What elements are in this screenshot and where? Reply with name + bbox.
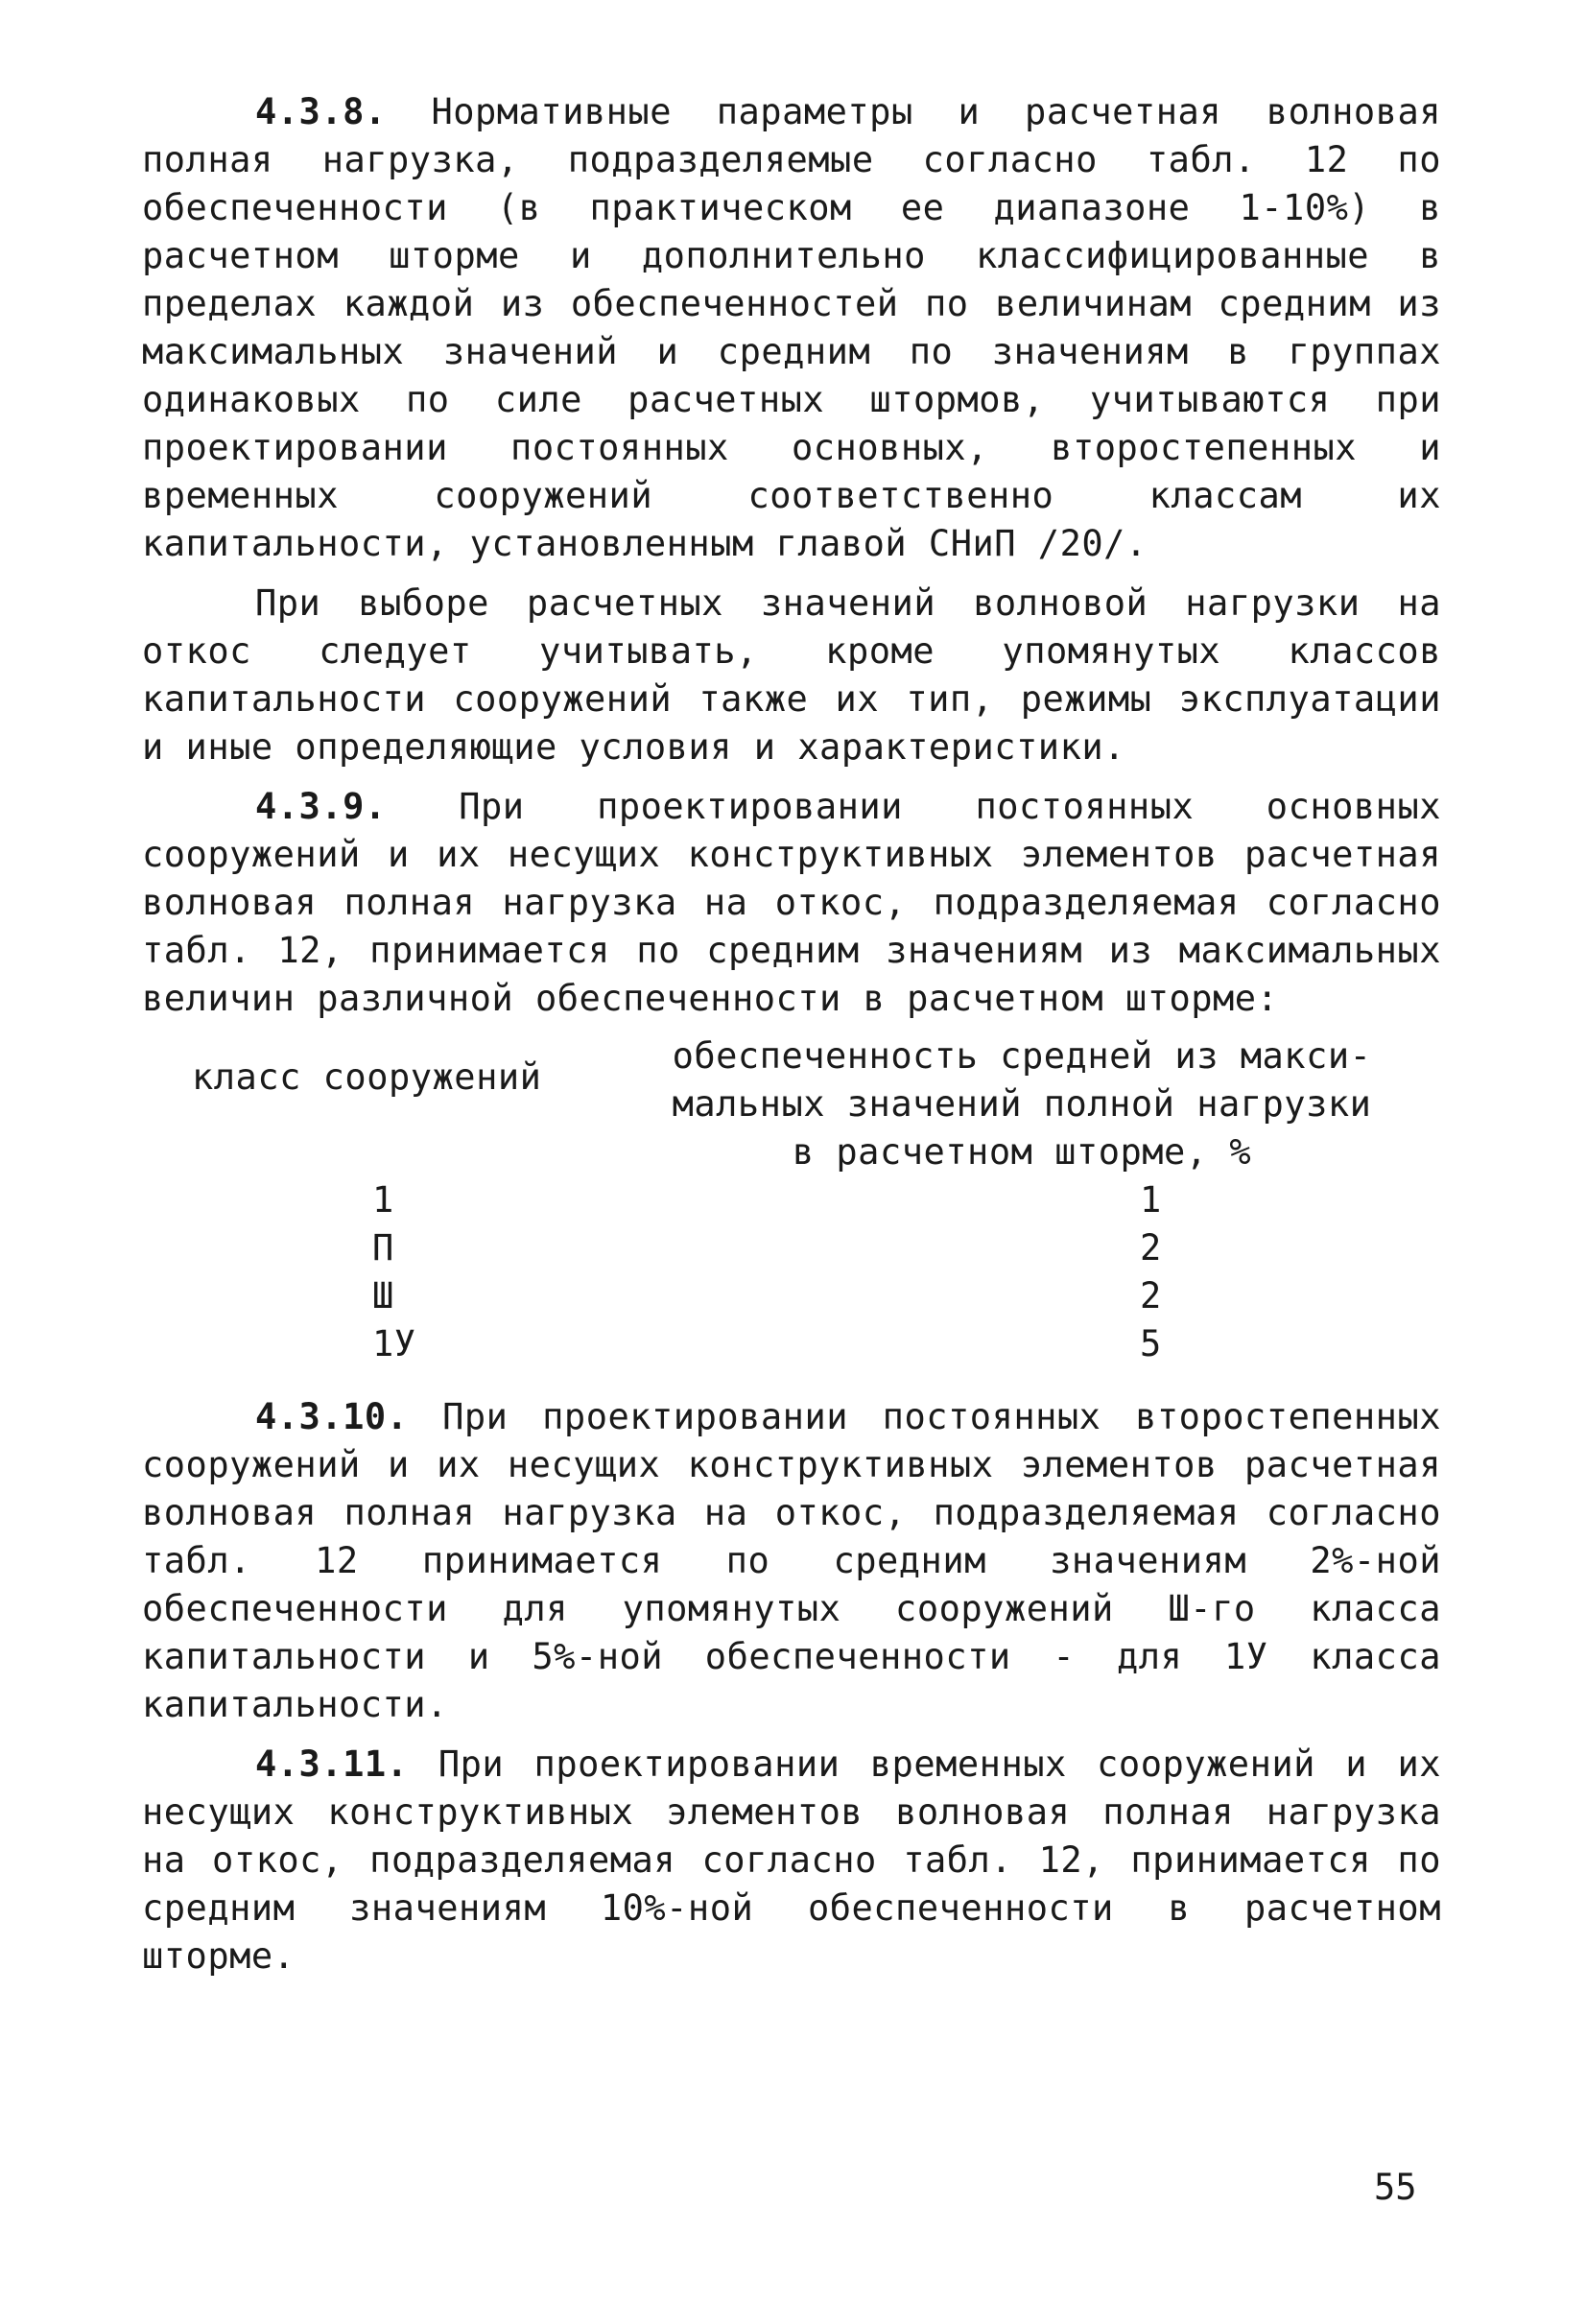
table-row [142,1320,1441,1368]
paragraph-text: При проектировании временных сооружений и их несущих конструктивных элементов волновая полная нагрузка на откос, подразделяемая согласно табл. 12, принимается по средним значениям 10%-ной обеспеченности в расчетном шторме. [142,1743,1442,1977]
header-probability [622,1032,1441,1176]
clause-number: 4.3.11. [255,1743,409,1785]
table-row [142,1176,1441,1224]
cell-probability: 1 [1140,1179,1162,1221]
cell-class: П [372,1227,394,1269]
cell-class: 1 [372,1179,394,1221]
paragraph-4-3-9 [142,783,1441,1023]
paragraph-4-3-11 [142,1741,1441,1980]
header-structure-class: класс сооружений [192,1056,542,1098]
cell-class: 1У [372,1323,416,1364]
cell-probability: 2 [1140,1275,1162,1316]
page-body [142,88,1441,1980]
clause-number: 4.3.8. [255,91,387,132]
paragraph-selection-note [142,580,1441,771]
cell-class: Ш [372,1275,394,1316]
clause-number: 4.3.10. [255,1396,409,1437]
table-row [142,1224,1441,1272]
table-row [142,1272,1441,1320]
clause-number: 4.3.9. [255,786,387,827]
structure-class-table [142,1032,1441,1368]
paragraph-text: При выборе расчетных значений волновой нагрузки на откос следует учитывать, кроме упомянутых классов капитальности сооружений также их тип, режимы эксплуатации и иные определяющие условия и характеристики. [142,582,1441,768]
cell-probability: 5 [1140,1323,1162,1364]
table-header [142,1032,1441,1176]
paragraph-text: При проектировании постоянных второстепенных сооружений и их несущих конструктивных элементов расчетная волновая полная нагрузка на откос, подразделяемая согласно табл. 12 принимается по средним значениям 2%-ной обеспеченности для упомянутых сооружений Ш-го класса капитальности и 5%-ной обеспеченности - для 1У класса капитальности. [142,1396,1441,1725]
paragraph-text: При проектировании постоянных основных сооружений и их несущих конструктивных элементов расчетная волновая полная нагрузка на откос, подразделяемая согласно табл. 12, принимается по средним значениям из максимальных величин различной обеспеченности в расчетном шторме: [142,786,1441,1019]
paragraph-text: Нормативные параметры и расчетная волновая полная нагрузка, подразделяемые согласно табл. 12 по обеспеченности (в практическом ее диапазоне 1-10%) в расчетном шторме и дополнительно классифицированные в пределах каждой из обеспеченностей по величинам средним из максимальных значений и средним по значениям в группах одинаковых по силе расчетных штормов, учитываются при проектировании постоянных основных, второстепенных и временных сооружений соответственно классам их капитальности, установленным главой СНиП /20/. [142,91,1441,564]
header-probability-line: в расчетном шторме, % [792,1131,1252,1173]
paragraph-4-3-8 [142,88,1441,568]
page-number: 55 [1374,2167,1417,2208]
header-probability-line: обеспеченность средней из макси- [672,1035,1372,1077]
paragraph-4-3-10 [142,1393,1441,1729]
header-probability-line: мальных значений полной нагрузки [672,1083,1372,1125]
cell-probability: 2 [1140,1227,1162,1269]
